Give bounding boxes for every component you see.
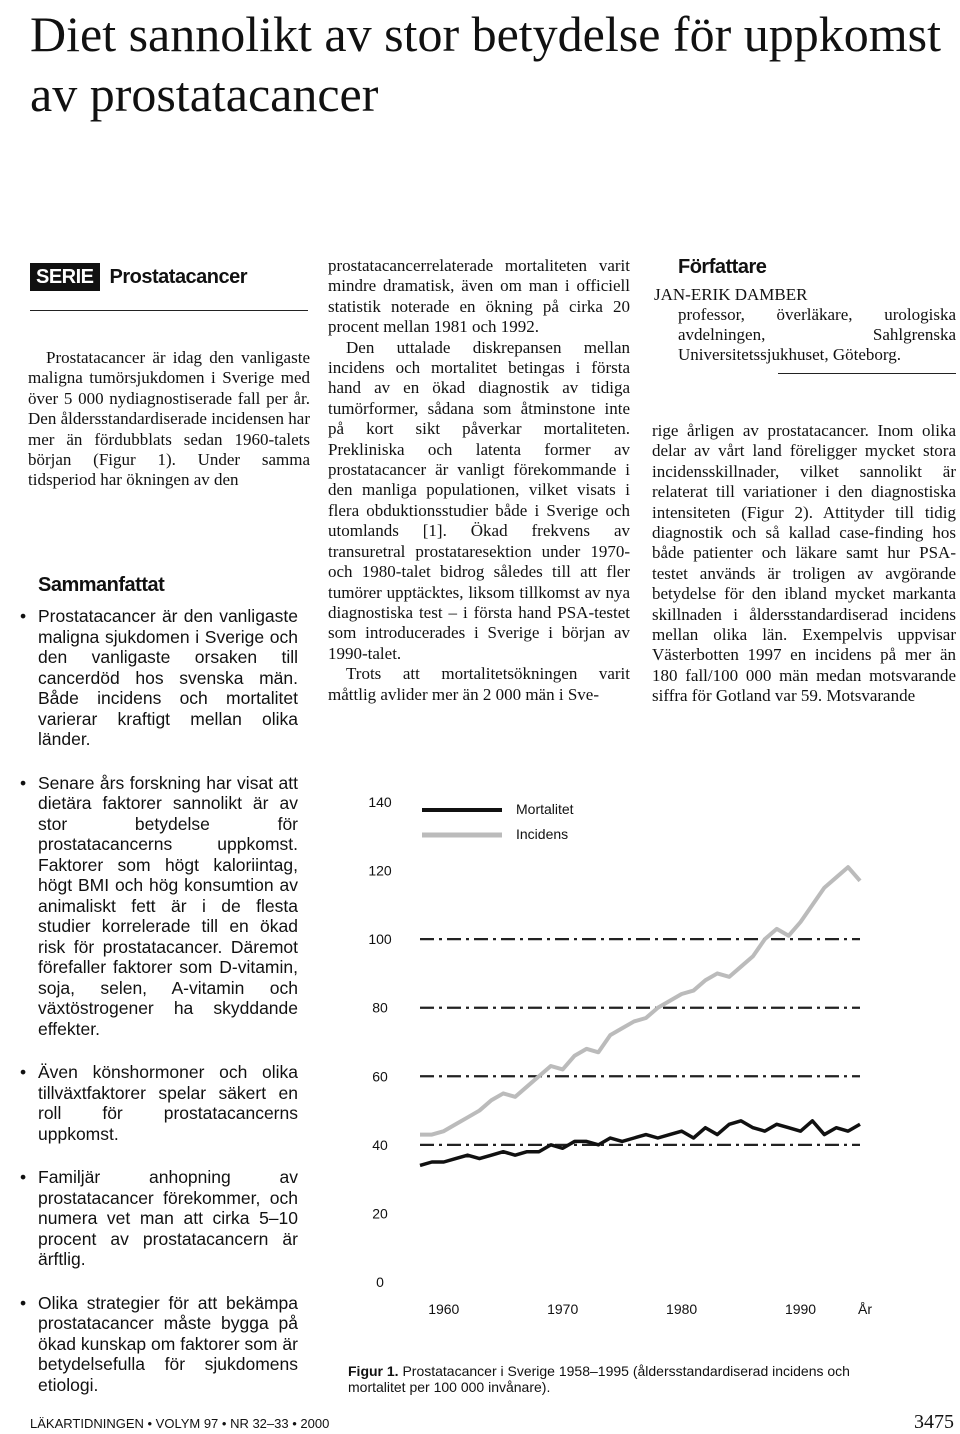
legend-label-incidens: Incidens bbox=[516, 826, 569, 842]
y-tick-label-60: 60 bbox=[372, 1068, 388, 1085]
author-name: JAN-ERIK DAMBER bbox=[654, 285, 808, 304]
series-name: Prostatacancer bbox=[109, 265, 248, 288]
body-column-3 bbox=[652, 421, 956, 707]
author-heading: Författare bbox=[678, 256, 767, 278]
y-tick-label-40: 40 bbox=[372, 1136, 388, 1153]
series-tag: SERIE bbox=[30, 263, 100, 291]
figure-caption bbox=[348, 1363, 908, 1395]
x-tick-label-1970: 1970 bbox=[547, 1301, 579, 1317]
series-divider bbox=[30, 310, 308, 311]
body-column-1 bbox=[28, 348, 310, 491]
series-line-incidens bbox=[420, 867, 860, 1134]
x-axis-label: År bbox=[858, 1301, 872, 1317]
summary-item: • Familjär anhopning av prostatacancer förekommer, och numera vet man att cirka 5–10 procent av prostatacancern är ärftlig. bbox=[16, 1167, 298, 1270]
author-box bbox=[654, 256, 956, 374]
article-title: Diet sannolikt av stor betydelse för uppkomst av prostatacancer bbox=[30, 6, 941, 122]
author-description: professor, överläkare, urologiska avdelningen, Sahlgrenska Universitetssjukhuset, Göteborg. bbox=[678, 305, 956, 364]
x-tick-label-1980: 1980 bbox=[666, 1301, 698, 1317]
caption-text: Prostatacancer i Sverige 1958–1995 (åldersstandardiserad incidens och mortalitet per 100 000 invånare). bbox=[348, 1363, 850, 1395]
y-tick-label-80: 80 bbox=[372, 999, 388, 1016]
summary-item: • Olika strategier för att bekämpa prostatacancer måste bygga på ökad kunskap om faktorer som är betydelsefulla för sjukdomens etiologi. bbox=[16, 1293, 298, 1396]
y-tick-label-20: 20 bbox=[372, 1205, 388, 1222]
summary-heading: Sammanfattat bbox=[38, 574, 165, 596]
summary-item: • Prostatacancer är den vanligaste maligna sjukdomen i Sverige och den vanligaste orsaken till cancerdöd hos svenska män. Både incidens och mortalitet varierar kraftigt mellan olika länder. bbox=[16, 606, 298, 750]
summary-item: • Senare års forskning har visat att dietära faktorer sannolikt är av stor betydelse för prostatacancerns uppkomst. Faktorer som högt kaloriintag, högt BMI och hög konsumtion av animaliskt fett är i de flesta studier korrelerade till en ökad risk för prostatacancer. Däremot förefaller faktorer som D-vitamin, soja, selen, A-vitamin och växtöstrogener ha skyddande effekter. bbox=[16, 773, 298, 1040]
caption-label: Figur 1. bbox=[348, 1363, 399, 1379]
body-column-2 bbox=[328, 256, 630, 705]
summary-item: • Även könshormoner och olika tillväxtfaktorer spelar säkert en roll för prostatacancerns uppkomst. bbox=[16, 1062, 298, 1144]
x-tick-label-1960: 1960 bbox=[428, 1301, 460, 1317]
y-tick-label-0: 0 bbox=[376, 1274, 384, 1290]
body-paragraph: Trots att mortalitetsökningen varit måttlig avlider mer än 2 000 män i Sve- bbox=[328, 664, 630, 704]
page-number: 3475 bbox=[914, 1411, 954, 1433]
series-line-mortalitet bbox=[420, 1121, 860, 1166]
body-paragraph: Den uttalade diskrepansen mellan incidens och mortalitet betingas i första hand av en ökad diagnostik av tidiga tumörformer, sådana som åtminstone inte på kort sikt påverkar mortaliteten. Prekliniska och latenta former av prostatacancer är vanligt förekommande i den manliga populationen, vilket visats i flera obduktionsstudier både i Sverige och utomlands [1]. Ökad frekvens av transuretral prostataresektion under 1970- och 1980-talet bidrog således till att fler tumörer upptäcktes, liksom tillkomst av nya diagnostiska test – i första hand PSA-testet som introducerades i Sverige i början av 1990-talet. bbox=[328, 337, 630, 663]
legend-label-mortalitet: Mortalitet bbox=[516, 801, 574, 817]
body-paragraph: rige årligen av prostatacancer. Inom olika delar av vårt land föreligger mycket stora incidensskillnader, vilket sannolikt är relaterat till variationer i den diagnostiska intensiteten (Figur 2). Attityder till tidig diagnostik och så kallad case-finding hos både patienter och läkare samt hur PSA-testet används är troligen av avgörande betydelse för den ibland mycket markanta skillnaden i åldersstandardiserad incidens mellan olika län. Exempelvis uppvisar Västerbotten 1997 en incidens på mer än 180 fall/100 000 män medan motsvarande siffra för Gotland var 59. Motsvarande bbox=[652, 421, 956, 706]
summary-list bbox=[16, 606, 298, 1418]
y-tick-label-140: 140 bbox=[368, 794, 392, 810]
body-paragraph: Prostatacancer är idag den vanligaste maligna tumörsjukdomen i Sverige med över 5 000 nydiagnostiserade fall per år. Den åldersstandardiserade incidensen har mer än fördubblats sedan 1960-talets början (Figur 1). Under samma tidsperiod har ökningen av den bbox=[28, 348, 310, 490]
journal-footer: LÄKARTIDNINGEN • VOLYM 97 • NR 32–33 • 2000 bbox=[30, 1416, 330, 1431]
x-tick-label-1990: 1990 bbox=[784, 1301, 817, 1317]
author-divider bbox=[778, 373, 956, 374]
body-paragraph: prostatacancerrelaterade mortaliteten varit mindre dramatisk, även om man i officiell statistik noterade en ökning på cirka 20 procent mellan 1981 och 1992. bbox=[328, 256, 630, 337]
y-tick-label-100: 100 bbox=[368, 931, 392, 948]
figure-1-chart bbox=[330, 760, 890, 1330]
series-header bbox=[30, 262, 247, 292]
y-tick-label-120: 120 bbox=[368, 862, 392, 879]
